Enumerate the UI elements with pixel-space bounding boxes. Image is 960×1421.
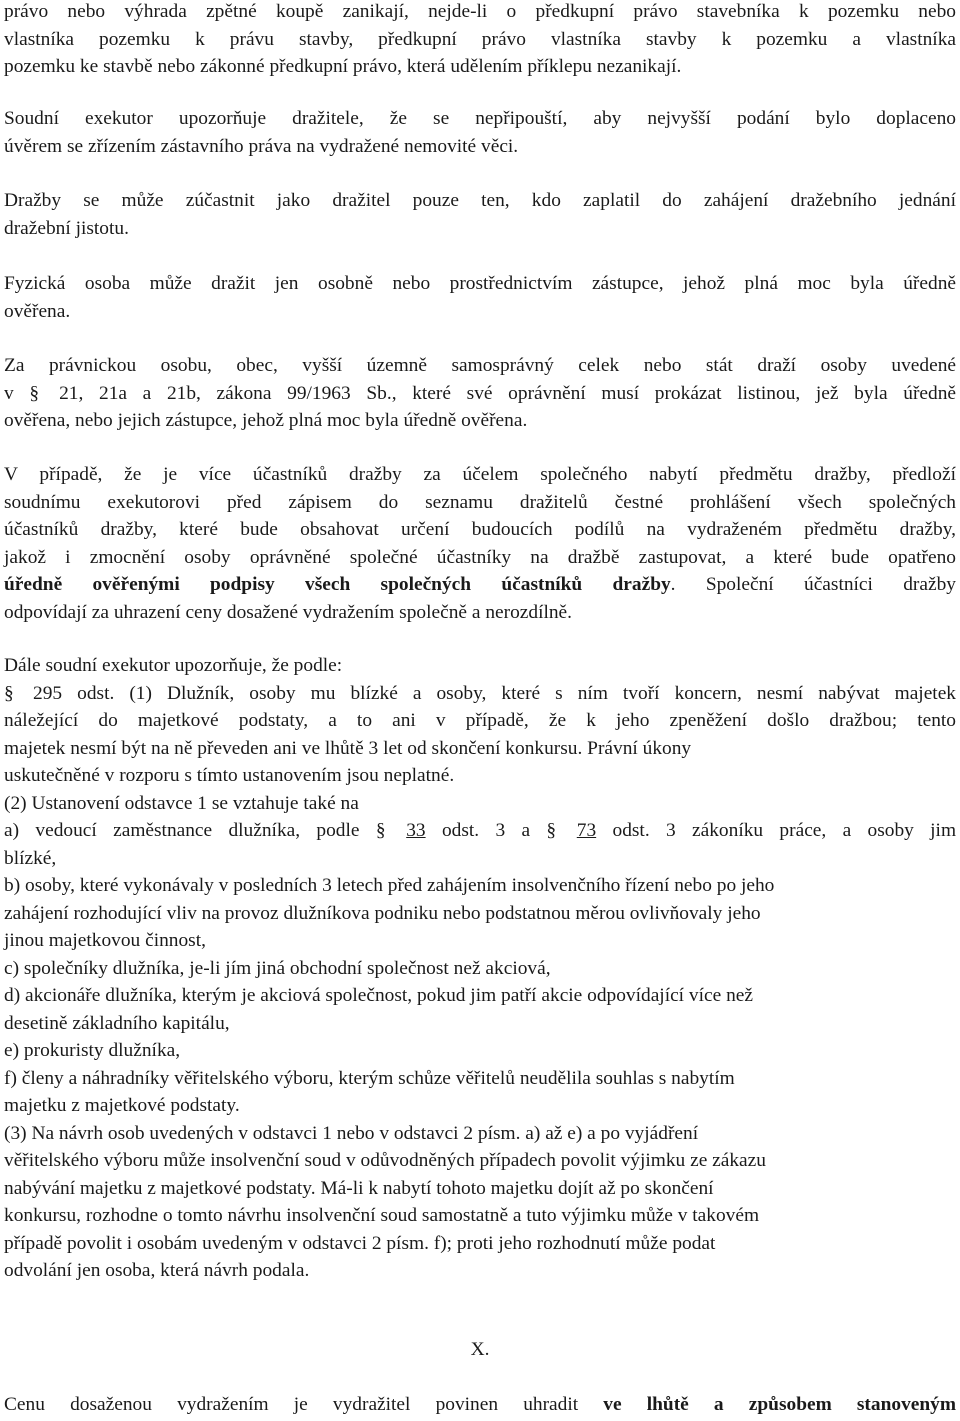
paragraph-section-295 [4,652,956,1285]
law-reference-link[interactable]: 73 [576,820,597,841]
text-line: věřitelského výboru může insolvenční soud v odůvodněných případech povolit výjimku ze zákazu [4,1150,766,1171]
section-heading: X. [470,1339,490,1360]
text-line: a) vedoucí zaměstnance dlužníka, podle § 33 odst. 3 a § 73 odst. 3 zákoníku práce, a osoby jim [4,817,956,845]
section-sign: § [375,820,386,841]
section-sign: § [546,820,557,841]
text-line: ověřena. [4,300,71,322]
text-line: náležející do majetkové podstaty, a to ani v případě, že k jeho zpeněžení došlo dražbou; tento [4,710,956,731]
text-line: d) akcionáře dlužníka, kterým je akciová společnost, pokud jim patří akcie odpovídající více než [4,985,753,1006]
text-line: desetině základního kapitálu, [4,1012,230,1034]
text-line: vlastníka pozemku k právu stavby, předkupní právo vlastníka stavby k pozemku a vlastníka [4,28,956,50]
text-line: majetek nesmí být na ně převeden ani ve lhůtě 3 let od skončení konkursu. Právní úkony [4,737,692,759]
text-line: e) prokuristy dlužníka, [4,1040,181,1061]
text-line: jinou majetkovou činnost, [4,930,206,951]
text-line: majetku z majetkové podstaty. [4,1095,240,1116]
text-line: (3) Na návrh osob uvedených v odstavci 1 nebo v odstavci 2 písm. a) až e) a po vyjádření [4,1122,699,1144]
text-line: dražební jistotu. [4,217,129,239]
text-line: Dále soudní exekutor upozorňuje, že podle: [4,655,343,676]
text-line: úvěrem se zřízením zástavního práva na vydražené nemovité věci. [4,135,519,157]
law-reference-link[interactable]: 33 [406,820,426,841]
text-line: V případě, že je více účastníků dražby za účelem společného nabytí předmětu dražby, předloží [4,464,956,485]
text-line: jakož i zmocnění osoby oprávněné společné účastníky na dražbě zastupovat, a které bude opatřeno [4,546,956,568]
text-line: § 295 odst. (1) Dlužník, osoby mu blízké a osoby, které s ním tvoří koncern, nesmí nabývat majetek [4,680,956,708]
text-line: odpovídají za uhrazení ceny dosažené vydražením společně a nerozdílně. [4,601,572,623]
text-line: úředně ověřenými podpisy všech společných účastníků dražby. Společní účastníci dražby [4,574,956,595]
text-line: soudnímu exekutorovi před zápisem do seznamu dražitelů čestné prohlášení všech společných [4,491,956,513]
text-line: b) osoby, které vykonávaly v posledních 3 letech před zahájením insolvenčního řízení nebo po jeho [4,875,775,896]
text-line: ověřena, nebo jejich zástupce, jehož plná moc byla úředně ověřena. [4,410,528,431]
text-line: odvolání jen osoba, která návrh podala. [4,1260,310,1281]
paragraph-deposit [4,187,956,242]
section-sign: § [29,382,40,404]
text-line: Dražby se může zúčastnit jako dražitel pouze ten, kdo zaplatil do zahájení dražebního jednání [4,190,956,211]
text-line: konkursu, rozhodne o tomto návrhu insolvenční soud samostatně a tuto výjimku může v takovém [4,1205,760,1226]
text-line: Za právnickou osobu, obec, vyšší územně samosprávný celek nebo stát draží osoby uvedené [4,355,956,376]
text-line: uskutečněné v rozporu s tímto ustanovením jsou neplatné. [4,765,455,786]
text-line: Cenu dosaženou vydražením je vydražitel povinen uhradit ve lhůtě a způsobem stanoveným [4,1394,956,1415]
paragraph-credit-warning [4,105,956,160]
paragraph-preemption [4,0,956,81]
text-line: zahájení rozhodující vliv na provoz dlužníkova podniku nebo podstatnou měrou ovlivňovaly jeho [4,902,761,924]
text-line: účastníků dražby, které bude obsahovat určení budoucích podílů na vydraženém předmětu dražby, [4,519,956,540]
text-line: Fyzická osoba může dražit jen osobně nebo prostřednictvím zástupce, jehož plná moc byla úředně [4,273,956,294]
text-line: nabývání majetku z majetkové podstaty. Má-li k nabytí tohoto majetku dojít až po skončení [4,1177,714,1199]
text-line: právo nebo výhrada zpětné koupě zanikají, nejde-li o předkupní právo stavebníka k pozemku nebo [4,1,956,22]
text-line: blízké, [4,847,57,869]
text-line: pozemku ke stavbě nebo zákonné předkupní právo, která udělením příklepu nezanikají. [4,56,682,77]
text-line: Soudní exekutor upozorňuje dražitele, že se nepřipouští, aby nejvyšší podání bylo doplaceno [4,108,956,129]
text-line: (2) Ustanovení odstavce 1 se vztahuje také na [4,792,359,814]
paragraph-price-payment [4,1391,956,1419]
paragraph-legal-person [4,352,956,435]
bold-phrase: úředně ověřenými podpisy všech společných účastníků dražby [4,574,671,595]
bold-phrase: ve lhůtě a způsobem stanoveným [603,1394,956,1415]
text-line: případě povolit i osobám uvedeným v odstavci 2 písm. f); proti jeho rozhodnutí může podat [4,1232,716,1254]
paragraph-joint-bidders [4,461,956,626]
section-sign: § [4,682,14,704]
paragraph-natural-person [4,270,956,325]
text-line: v § 21, 21a a 21b, zákona 99/1963 Sb., které své oprávnění musí prokázat listinou, jež byla úředně [4,380,956,408]
text-line: c) společníky dlužníka, je-li jím jiná obchodní společnost než akciová, [4,957,551,979]
text-line: f) členy a náhradníky věřitelského výboru, kterým schůze věřitelů neudělila souhlas s nabytím [4,1067,735,1089]
